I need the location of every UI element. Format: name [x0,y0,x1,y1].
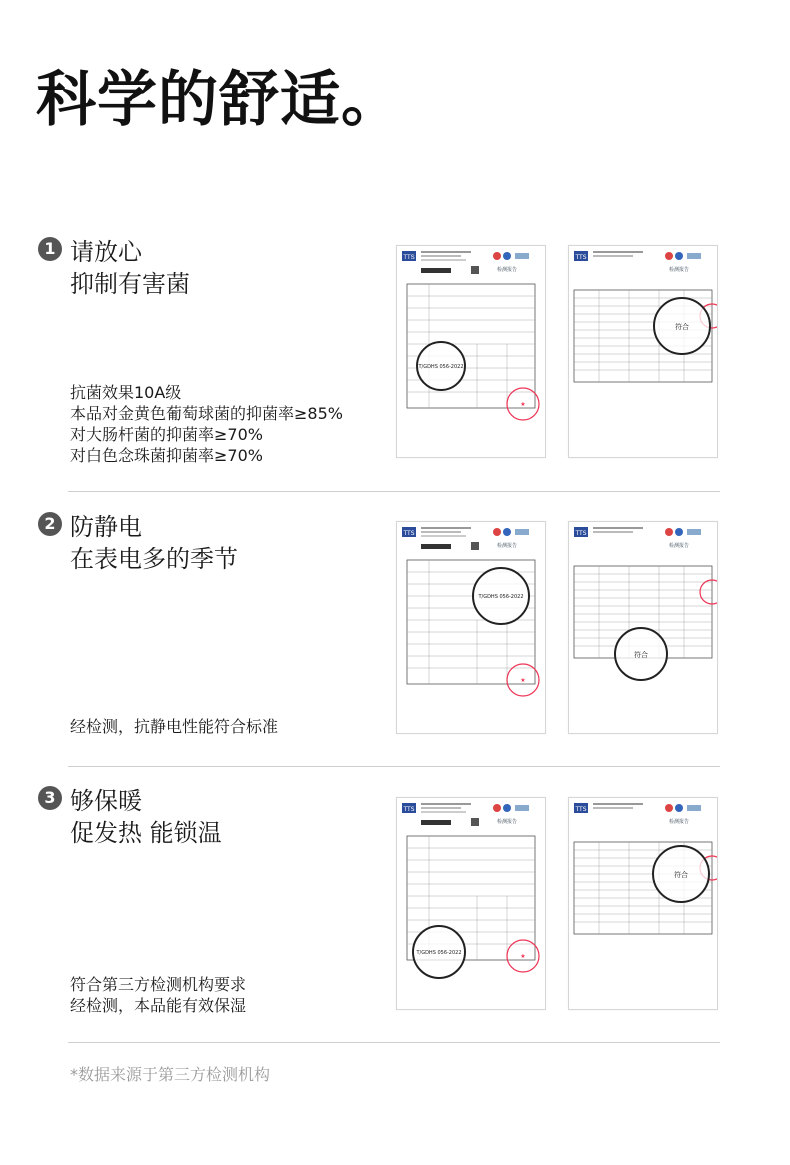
test-report-image-3b [568,797,718,1010]
report-logo: TTS [403,255,415,261]
section-1-desc-1: 抗菌效果10A级 [70,383,182,402]
svg-text:符合: 符合 [634,651,648,659]
section-divider-2 [68,766,720,767]
svg-text:检测报告: 检测报告 [668,819,690,825]
svg-text:★: ★ [520,953,526,960]
svg-text:T/GDHS 056-2022: T/GDHS 056-2022 [416,950,462,956]
svg-text:T/GDHS 056-2022: T/GDHS 056-2022 [478,594,524,600]
section-2-heading-line2: 在表电多的季节 [70,545,238,573]
svg-text:★: ★ [520,677,526,684]
svg-text:检测报告: 检测报告 [496,543,518,549]
section-1-heading-line1: 请放心 [70,238,142,266]
section-number-3: 3 [38,786,62,810]
report-title: 检测报告 [496,267,518,273]
section-number-1: 1 [38,237,62,261]
section-3-heading-line2: 促发热 能锁温 [70,819,222,847]
section-divider-1 [68,491,720,492]
svg-text:检测报告: 检测报告 [668,543,690,549]
section-3-desc-1: 符合第三方检测机构要求 [70,975,247,994]
page-title: 科学的舒适。 [36,65,402,135]
test-report-image-3a [396,797,546,1010]
svg-text:TTS: TTS [403,806,415,813]
test-report-image-2a [396,521,546,734]
svg-text:检测报告: 检测报告 [496,819,518,825]
test-report-image-1b [568,245,718,458]
test-report-image-2b [568,521,718,734]
section-1-desc-4: 对白色念珠菌抑菌率≥70% [70,446,263,465]
section-1-heading-line2: 抑制有害菌 [70,270,190,298]
section-2-desc-1: 经检测，抗静电性能符合标准 [70,717,279,736]
section-3-desc-2: 经检测，本品能有效保湿 [70,996,247,1015]
test-report-image-1a [396,245,546,458]
svg-text:TTS: TTS [575,806,587,813]
svg-text:★: ★ [520,401,526,408]
pass-stamp-text: 符合 [675,323,689,331]
section-number-2: 2 [38,512,62,536]
section-1-desc-3: 对大肠杆菌的抑菌率≥70% [70,425,263,444]
svg-text:检测报告: 检测报告 [668,267,690,273]
svg-text:符合: 符合 [674,871,688,879]
footnote: *数据来源于第三方检测机构 [70,1065,271,1084]
section-1-desc-2: 本品对金黄色葡萄球菌的抑菌率≥85% [70,404,343,423]
section-2-heading-line1: 防静电 [70,513,142,541]
section-3-heading-line1: 够保暖 [70,787,142,815]
section-divider-3 [68,1042,720,1043]
svg-text:TTS: TTS [575,254,587,261]
standard-stamp-text: T/GDHS 056-2022 [418,364,464,370]
svg-text:TTS: TTS [403,530,415,537]
svg-text:TTS: TTS [575,530,587,537]
